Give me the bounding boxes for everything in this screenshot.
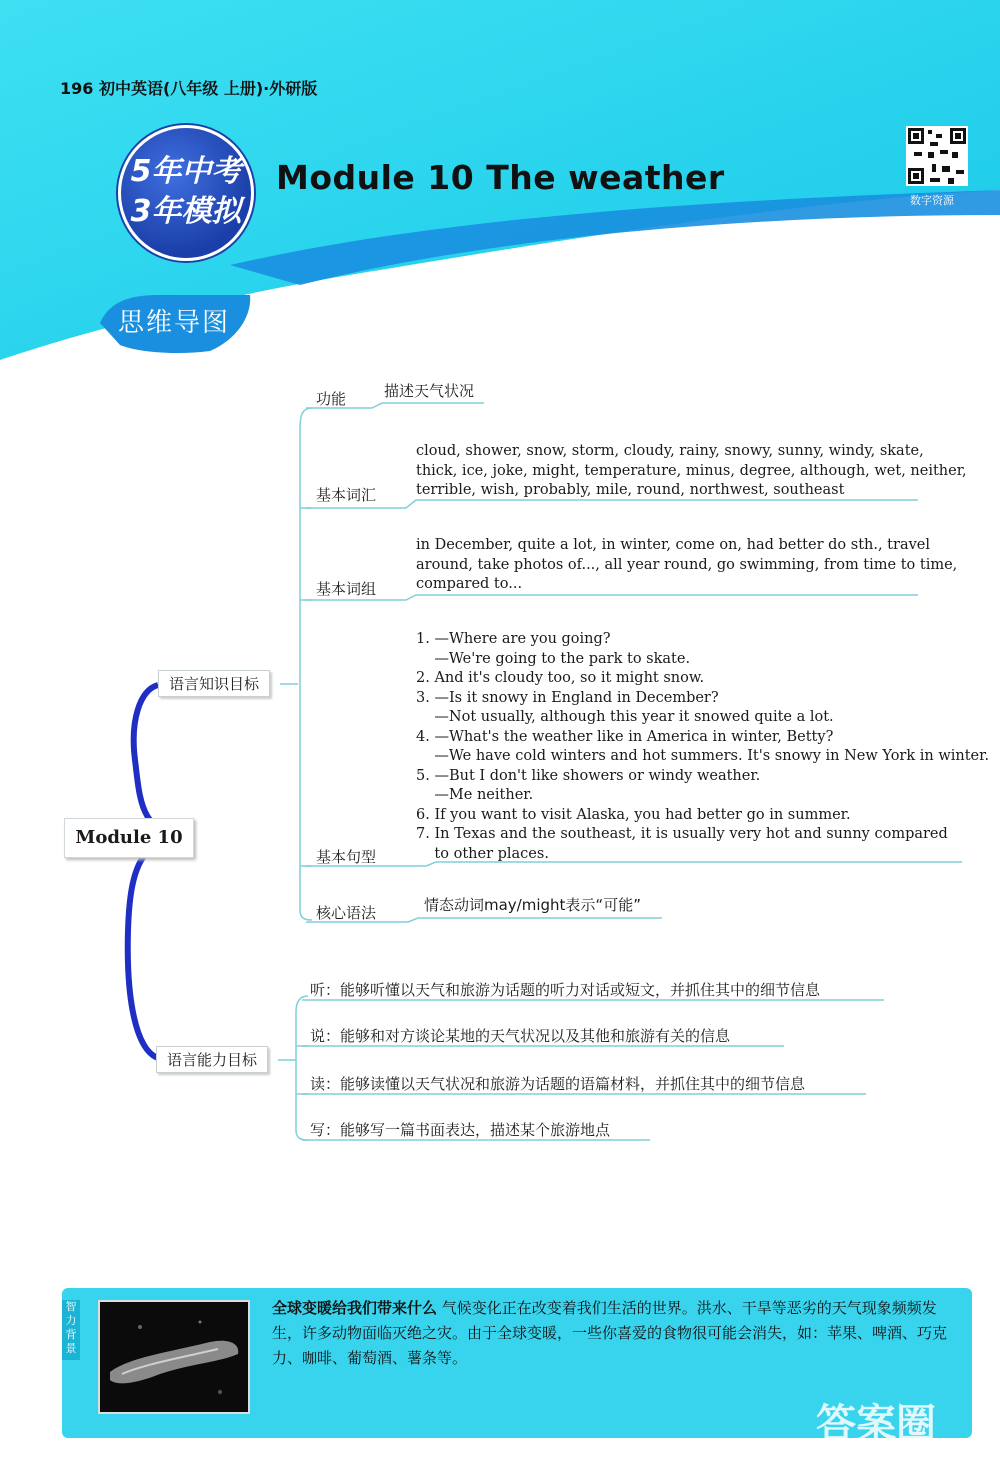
writing-goal: 写：能够写一篇书面表达，描述某个旅游地点 [310, 1121, 611, 1139]
phrase-line: in December, quite a lot, in winter, come on, had better do sth., travel [416, 537, 930, 553]
listening-goal: 听：能够听懂以天气和旅游为话题的听力对话或短文，并抓住其中的细节信息 [310, 981, 821, 999]
watermark-url: MXQE.COM [822, 1440, 960, 1465]
sentence-list [416, 630, 989, 864]
vocab-label: 基本词汇 [316, 486, 377, 504]
branch-ability-goals: 语言能力目标 [156, 1046, 268, 1073]
vocab-line: thick, ice, joke, might, temperature, minus, degree, although, wet, neither, [416, 462, 967, 479]
sentence-line: 3. —Is it snowy in England in December? [416, 689, 719, 706]
sentence-line: —We're going to the park to skate. [416, 650, 691, 667]
ice-photo [98, 1300, 250, 1414]
phrase-line: compared to... [416, 576, 523, 592]
sentence-line: —We have cold winters and hot summers. It's snowy in New York in winter. [416, 748, 990, 764]
qr-code-icon[interactable] [906, 126, 968, 186]
background-info-title: 全球变暖给我们带来什么 [272, 1299, 438, 1317]
background-info-text [272, 1296, 962, 1371]
sentence-line: 2. And it's cloudy too, so it might snow. [416, 670, 705, 686]
watermark-logo: 答案圈 [816, 1401, 936, 1447]
sentence-label: 基本句型 [316, 848, 377, 866]
function-text: 描述天气状况 [384, 382, 475, 400]
phrase-label: 基本词组 [316, 580, 377, 598]
digital-resource-label: 数字资源 [910, 194, 954, 207]
mindmap-center-node: Module 10 [64, 818, 194, 858]
phrase-list [416, 536, 957, 595]
grammar-label: 核心语法 [316, 904, 377, 922]
background-info-body: 气候变化正在改变着我们生活的世界。洪水、干旱等恶劣的天气现象频频发生，许多动物面临灭绝之灾。由于全球变暖，一些你喜爱的食物很可能会消失，如：苹果、啤酒、巧克力、咖啡、葡萄酒、薯条等。 [272, 1299, 948, 1367]
sentence-line: —Me neither. [416, 787, 534, 803]
function-label: 功能 [316, 390, 347, 408]
vocab-line: cloud, shower, snow, storm, cloudy, rainy, snowy, sunny, windy, skate, [416, 443, 924, 459]
vocab-list [416, 442, 967, 501]
page-number-line: 196 初中英语(八年级 上册)·外研版 [60, 79, 318, 98]
phrase-line: around, take photos of..., all year round, go swimming, from time to time, [416, 556, 958, 573]
speaking-goal: 说：能够和对方谈论某地的天气状况以及其他和旅游有关的信息 [310, 1027, 731, 1045]
sentence-line: 4. —What's the weather like in America in winter, Betty? [416, 728, 834, 745]
sentence-line: 5. —But I don't like showers or windy weather. [416, 767, 761, 784]
section-tab-mindmap: 思维导图 [118, 308, 231, 338]
sentence-line: —Not usually, although this year it snowed quite a lot. [416, 709, 834, 725]
brand-logo: 5年中考 3年模拟 [118, 125, 254, 261]
sentence-line: 6. If you want to visit Alaska, you had better go in summer. [416, 806, 851, 823]
sentence-line: to other places. [416, 845, 549, 862]
module-title: Module 10 The weather [276, 158, 725, 197]
side-tag: 智力背景 [62, 1300, 80, 1360]
sentence-line: 7. In Texas and the southeast, it is usually very hot and sunny compared [416, 826, 948, 842]
sentence-line: 1. —Where are you going? [416, 631, 611, 647]
vocab-line: terrible, wish, probably, mile, round, northwest, southeast [416, 482, 845, 498]
branch-knowledge-goals: 语言知识目标 [158, 670, 270, 697]
reading-goal: 读：能够读懂以天气状况和旅游为话题的语篇材料，并抓住其中的细节信息 [310, 1075, 806, 1093]
grammar-text: 情态动词may/might表示“可能” [424, 896, 641, 914]
